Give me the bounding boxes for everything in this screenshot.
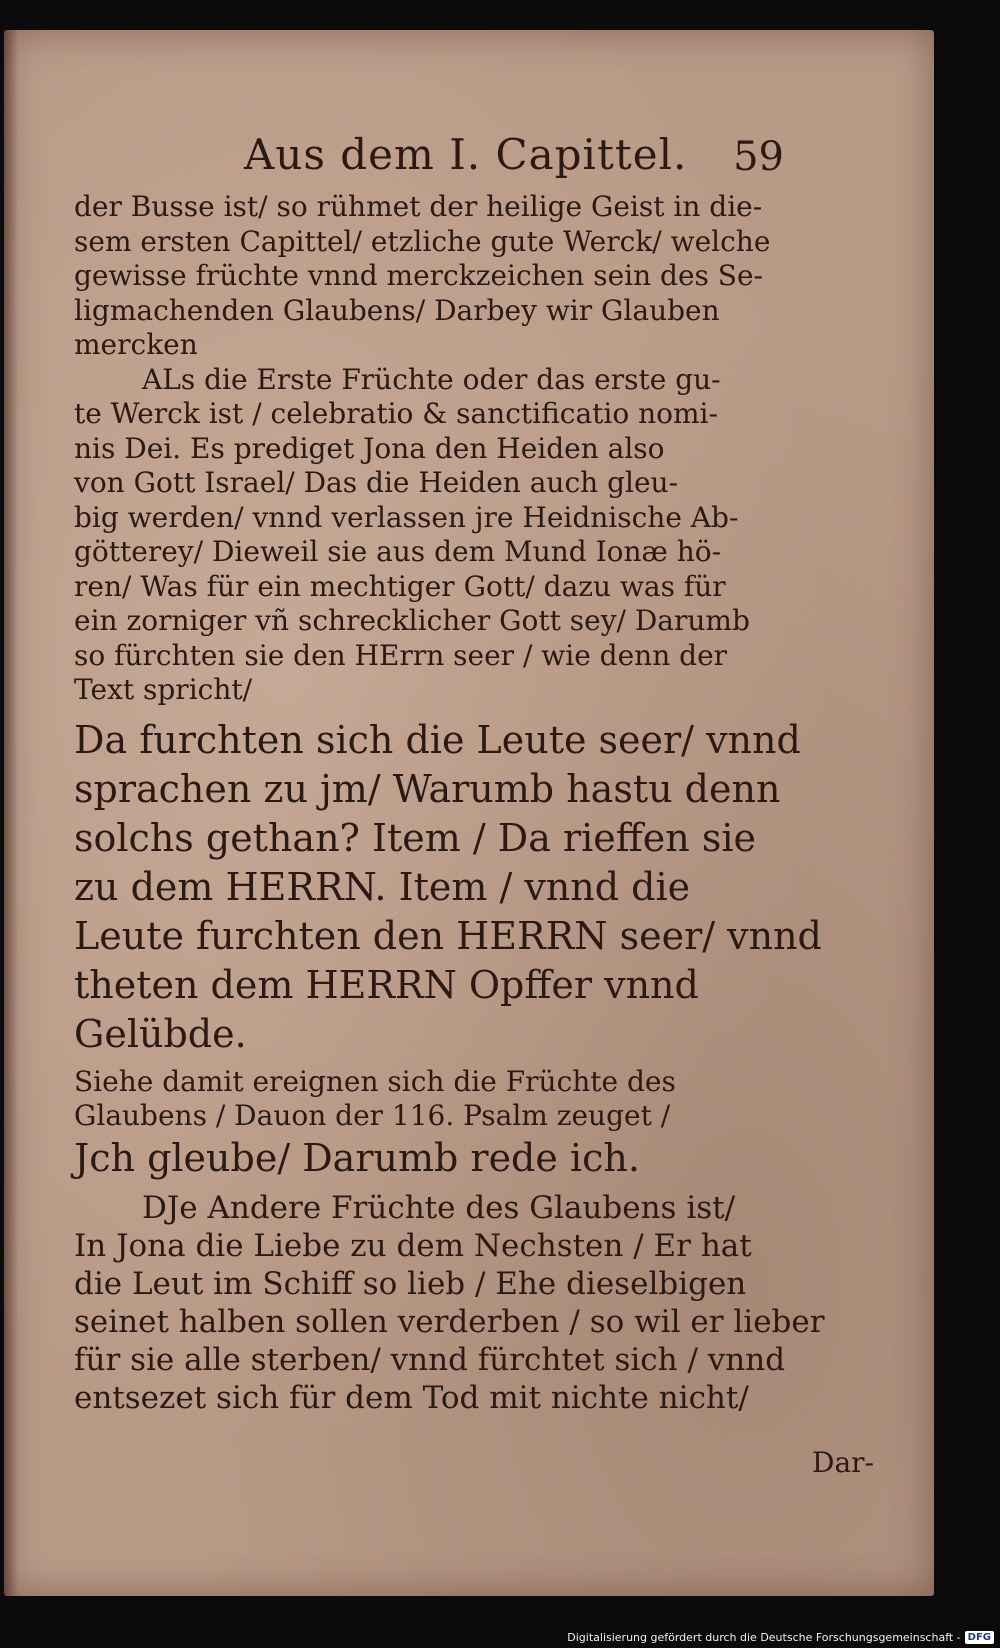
text-line: götterey/ Dieweil sie aus dem Mund Ionæ hö- xyxy=(74,535,722,568)
text-line: ren/ Was für ein mechtiger Gott/ dazu was für xyxy=(74,569,726,603)
text-line: seinet halben sollen verderben / so wil er lieber xyxy=(74,1303,825,1340)
quote-line: Da furchten sich die Leute seer/ vnnd xyxy=(74,717,801,762)
text-line: ligmachenden Glaubens/ Darbey wir Glauben xyxy=(74,293,720,327)
page-number: 59 xyxy=(733,134,784,180)
text-line: nis Dei. Es prediget Jona den Heiden also xyxy=(74,431,665,465)
quote-line: Jch gleube/ Darumb rede ich. xyxy=(74,1135,640,1180)
text-line: Text spricht/ xyxy=(74,673,253,706)
page-header xyxy=(244,130,804,190)
text-line: mercken xyxy=(74,328,198,361)
text-line: Glaubens / Dauon der 116. Psalm zeuget / xyxy=(74,1099,671,1132)
text-line: DJe Andere Früchte des Glaubens ist/ xyxy=(142,1189,736,1226)
text-line: für sie alle sterben/ vnnd fürchtet sich / vnnd xyxy=(74,1341,786,1378)
page-body xyxy=(74,190,825,1417)
funding-credit: Digitalisierung gefördert durch die Deutsche Forschungsgemeinschaft - xyxy=(567,1630,961,1644)
text-line: die Leut im Schiff so lieb / Ehe dieselbigen xyxy=(74,1265,747,1302)
quote-line: Leute furchten den HERRN seer/ vnnd xyxy=(74,913,822,958)
dfg-logo-icon: DFG xyxy=(965,1631,994,1644)
text-line: sem ersten Capittel/ etzliche gute Werck/ welche xyxy=(74,224,771,258)
quote-line: sprachen zu jm/ Warumb hastu denn xyxy=(74,766,781,811)
text-line: von Gott Israel/ Das die Heiden auch gleu- xyxy=(74,466,679,499)
digitization-footer xyxy=(567,1626,1000,1648)
text-line: entsezet sich für dem Tod mit nichte nicht/ xyxy=(74,1379,749,1416)
running-title: Aus dem I. Capittel. xyxy=(244,130,688,179)
quote-line: theten dem HERRN Opffer vnnd xyxy=(74,962,699,1007)
text-line: big werden/ vnnd verlassen jre Heidnische Ab- xyxy=(74,500,739,534)
page-gutter-shadow xyxy=(4,30,18,1596)
text-line: gewisse früchte vnnd merckzeichen sein des Se- xyxy=(74,259,764,292)
quote-line: zu dem HERRN. Item / vnnd die xyxy=(74,864,691,909)
text-line: so fürchten sie den HErrn seer / wie denn der xyxy=(74,638,728,672)
text-line: ALs die Erste Früchte oder das erste gu- xyxy=(142,362,721,396)
book-page xyxy=(4,30,934,1596)
text-line: In Jona die Liebe zu dem Nechsten / Er hat xyxy=(74,1227,752,1264)
text-line: te Werck ist / celebratio & sanctificatio nomi- xyxy=(74,397,718,430)
text-line: ein zorniger vñ schrecklicher Gott sey/ Darumb xyxy=(74,604,750,637)
text-line: der Busse ist/ so rühmet der heilige Geist in die- xyxy=(74,190,763,223)
quote-line: Gelübde. xyxy=(74,1011,247,1056)
catchword: Dar- xyxy=(812,1446,874,1479)
text-line: Siehe damit ereignen sich die Früchte des xyxy=(74,1064,676,1098)
quote-line: solchs gethan? Item / Da rieffen sie xyxy=(74,815,756,860)
